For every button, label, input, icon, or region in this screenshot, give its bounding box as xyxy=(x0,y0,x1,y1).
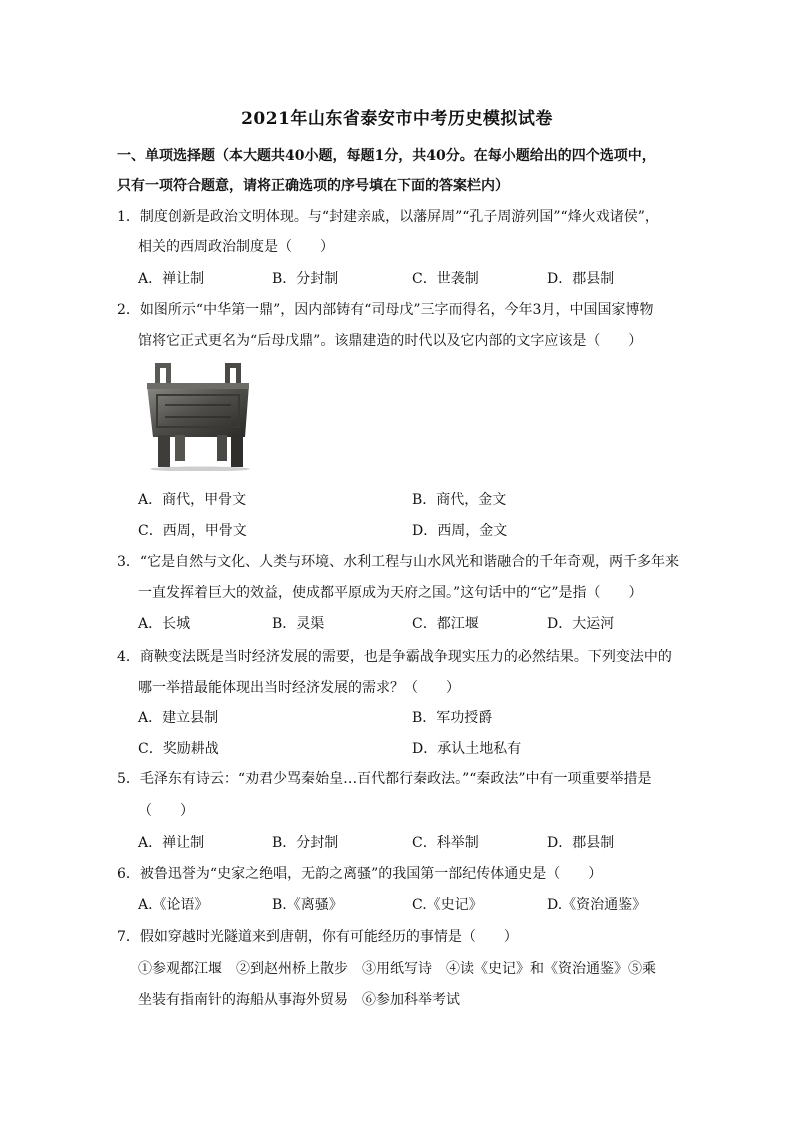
question-1-stem-cont: 相关的西周政治制度是（ ） xyxy=(138,239,334,255)
question-2-option-d: D．西周，金文 xyxy=(412,523,508,539)
question-4-option-b: B．军功授爵 xyxy=(412,710,493,726)
question-2-stem: 2．如图所示“中华第一鼎”，因内部铸有“司母戊”三字而得名，今年3月，中国国家博物 xyxy=(117,302,654,318)
question-5-option-c: C．科举制 xyxy=(412,835,479,851)
section-instruction-line-1: 一、单项选择题（本大题共40小题，每题1分，共40分。在每小题给出的四个选项中， xyxy=(117,148,656,164)
question-3-option-d: D．大运河 xyxy=(547,616,615,632)
question-7-choices-line-2: 坐装有指南针的海船从事海外贸易 ⑥参加科举考试 xyxy=(138,992,460,1008)
houmuwu-ding-image xyxy=(145,359,253,471)
question-2-option-b: B．商代，金文 xyxy=(412,492,507,508)
question-4-stem-cont: 哪一举措最能体现出当时经济发展的需求？（ ） xyxy=(138,680,460,696)
question-3-stem-cont: 一直发挥着巨大的效益，使成都平原成为天府之国。”这句话中的“它”是指（ ） xyxy=(138,585,643,601)
question-1-option-c: C．世袭制 xyxy=(412,271,479,287)
question-5-stem: 5．毛泽东有诗云：“劝君少骂秦始皇…百代都行秦政法。”“秦政法”中有一项重要举措是 xyxy=(117,771,652,787)
question-1-stem: 1．制度创新是政治文明体现。与“封建亲戚，以藩屏周”“孔子周游列国”“烽火戏诸侯”， xyxy=(117,209,659,225)
question-3-option-b: B．灵渠 xyxy=(272,616,325,632)
question-5-stem-cont: （ ） xyxy=(138,803,194,819)
question-5-option-a: A．禅让制 xyxy=(138,835,205,851)
section-instruction-line-2: 只有一项符合题意，请将正确选项的序号填在下面的答案栏内） xyxy=(117,178,509,194)
exam-title: 2021年山东省泰安市中考历史模拟试卷 xyxy=(241,109,553,129)
question-2-option-c: C．西周，甲骨文 xyxy=(138,523,247,539)
question-7-choices-line-1: ①参观都江堰 ②到赵州桥上散步 ③用纸写诗 ④读《史记》和《资治通鉴》⑤乘 xyxy=(138,961,656,977)
question-5-option-b: B．分封制 xyxy=(272,835,339,851)
question-1-option-b: B．分封制 xyxy=(272,271,339,287)
question-6-option-a: A.《论语》 xyxy=(138,897,209,913)
question-3-option-a: A．长城 xyxy=(138,616,191,632)
question-6-stem: 6．被鲁迅誉为“史家之绝唱，无韵之离骚”的我国第一部纪传体通史是（ ） xyxy=(117,866,603,882)
question-2-option-a: A．商代，甲骨文 xyxy=(138,492,247,508)
question-7-stem: 7．假如穿越时光隧道来到唐朝，你有可能经历的事情是（ ） xyxy=(117,929,518,945)
question-2-stem-cont: 馆将它正式更名为“后母戊鼎”。该鼎建造的时代以及它内部的文字应该是（ ） xyxy=(138,333,643,349)
question-1-option-a: A．禅让制 xyxy=(138,271,205,287)
question-6-option-b: B.《离骚》 xyxy=(272,897,343,913)
question-3-stem: 3．“它是自然与文化、人类与环境、水利工程与山水风光和谐融合的千年奇观，两千多年来 xyxy=(117,554,680,570)
question-6-option-c: C.《史记》 xyxy=(412,897,483,913)
question-3-option-c: C．都江堰 xyxy=(412,616,479,632)
question-5-option-d: D．郡县制 xyxy=(547,835,615,851)
question-6-option-d: D.《资治通鉴》 xyxy=(547,897,647,913)
question-4-option-a: A．建立县制 xyxy=(138,710,219,726)
question-1-option-d: D．郡县制 xyxy=(547,271,615,287)
question-4-stem: 4．商鞅变法既是当时经济发展的需要，也是争霸战争现实压力的必然结果。下列变法中的 xyxy=(117,649,672,665)
question-4-option-d: D．承认土地私有 xyxy=(412,741,522,757)
question-4-option-c: C．奖励耕战 xyxy=(138,741,219,757)
